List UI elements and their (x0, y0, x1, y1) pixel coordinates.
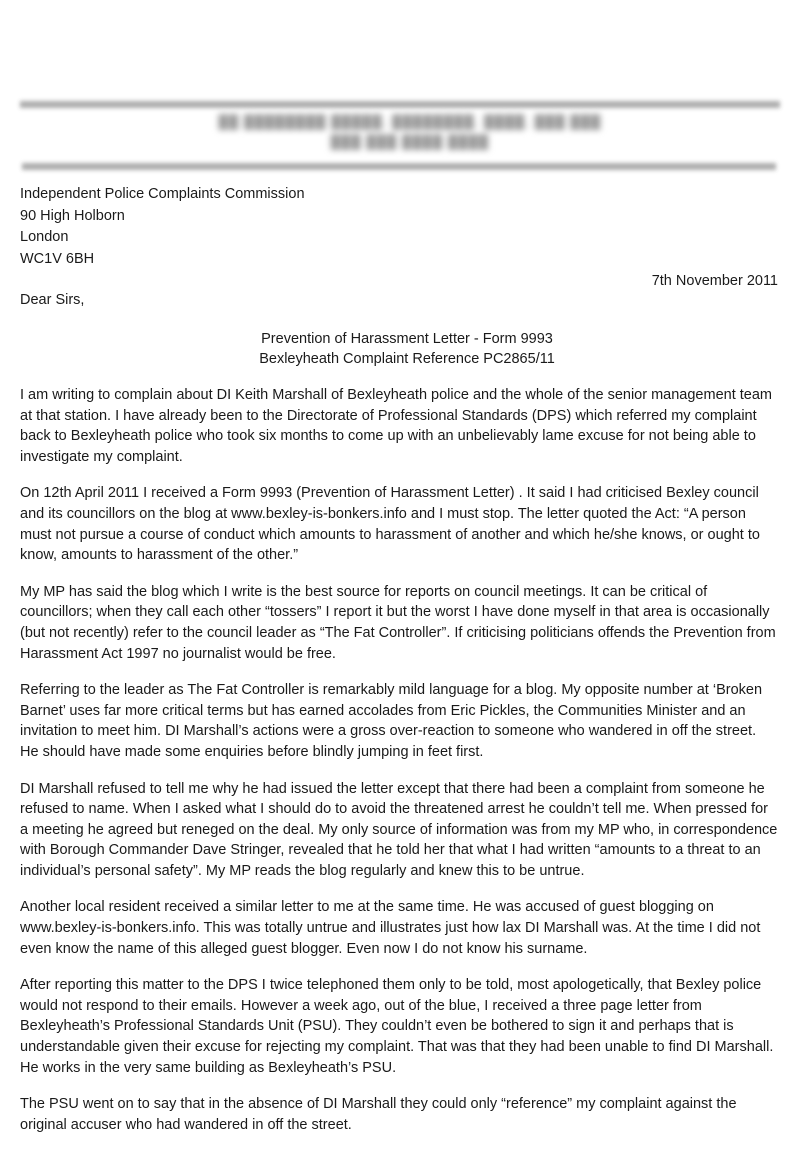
letterhead (0, 96, 800, 176)
body-paragraph: DI Marshall refused to tell me why he had issued the letter except that there had been a complaint from someone he refused to name. When I asked what I should do to avoid the threatened arrest he couldn’t tell me. When pressed for a meeting he agreed but reneged on the deal. My only source of information was from my MP who, in correspondence with Borough Commander Dave Stringer, revealed that he told her that what I had written “amounts to a threat to an individual’s personal safety”. My MP reads the blog regularly and knew this to be untrue. (20, 780, 778, 879)
subject-block (0, 329, 800, 369)
letter-body (20, 385, 778, 1151)
body-paragraph: Referring to the leader as The Fat Controller is remarkably mild language for a blog. My opposite number at ‘Broken Barnet’ uses far more critical terms but has earned accolades from Eric Pickles, the Communities Minister and an invitation to meet him. DI Marshall’s actions were a gross over-reaction to someone who wandered in off the street. He should have made some enquiries before blindly jumping in feet first. (20, 682, 763, 760)
recipient-street: 90 High Holborn (20, 207, 125, 224)
redaction-bar-top (20, 101, 780, 108)
letterhead-redacted-address (150, 112, 670, 152)
subject-line-1: Prevention of Harassment Letter - Form 9993 (261, 331, 553, 347)
subject-line-2: Bexleyheath Complaint Reference PC2865/11 (259, 351, 555, 367)
body-paragraph: I am writing to complain about DI Keith Marshall of Bexleyheath police and the whole of the senior management team at that station. I have already been to the Directorate of Professional Standards (DPS) which referred my complaint back to Bexleyheath police who took six months to come up with an unbelievably lame excuse for not being able to investigate my complaint. (20, 387, 772, 465)
recipient-organisation: Independent Police Complaints Commission (20, 186, 305, 202)
body-paragraph: On 12th April 2011 I received a Form 9993 (Prevention of Harassment Letter) . It said I had criticised Bexley council and its councillors on the blog at www.bexley-is-bonkers.info and I must stop. The letter quoted the Act: “A person must not pursue a course of conduct which amounts to harassment of another and which he/she knows, or ought to know, amounts to harassment of the other.” (20, 485, 760, 564)
letter-date: 7th November 2011 (651, 273, 778, 289)
recipient-postcode: WC1V 6BH (20, 250, 95, 267)
recipient-city: London (20, 229, 69, 245)
redaction-bar-bottom (22, 163, 776, 170)
body-paragraph: Another local resident received a similar letter to me at the same time. He was accused of guest blogging on www.bexley-is-bonkers.info. This was totally untrue and illustrates just how lax DI Marshall was. At the time I did not even know the name of this alleged guest blogger. Even now I do not know his surname. (20, 899, 761, 957)
letterhead-line-1: ██ ████████ █████, ████████, ████, ███ ███ (218, 114, 602, 129)
letterhead-line-2: ███ ███ ████ ████ (330, 134, 490, 149)
body-paragraph: After reporting this matter to the DPS I twice telephoned them only to be told, most apologetically, that Bexley police would not respond to their emails. However a week ago, out of the blue, I received a three page letter from Bexleyheath’s Professional Standards Unit (PSU). They couldn’t even be bothered to sign it and perhaps that is understandable given their excuse for rejecting my complaint. That was that they had been unable to find DI Marshall. He works in the very same building as Bexleyheath’s PSU. (20, 977, 774, 1076)
body-paragraph: My MP has said the blog which I write is the best source for reports on council meetings. It can be critical of councillors; when they call each other “tossers” I report it but the worst I have done myself in that area is occasionally (but not recently) refer to the council leader as “The Fat Controller”. If criticising politicians offends the Prevention from Harassment Act 1997 no journalist would be free. (20, 583, 776, 662)
recipient-address-block (20, 184, 305, 270)
salutation: Dear Sirs, (20, 292, 85, 308)
body-paragraph: The PSU went on to say that in the absence of DI Marshall they could only “reference” my complaint against the original accuser who had wandered in off the street. (20, 1096, 737, 1133)
